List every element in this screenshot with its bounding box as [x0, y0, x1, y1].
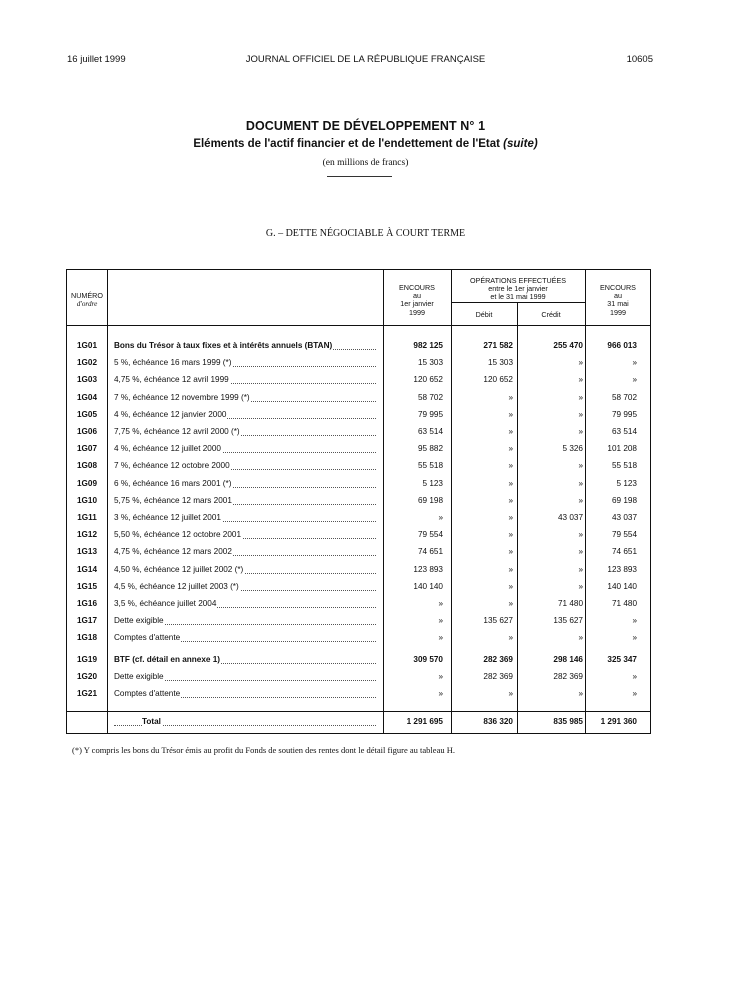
row-code: 1G18: [76, 633, 98, 643]
row-encours-end: »: [632, 633, 637, 643]
row-encours-start: 63 514: [417, 427, 443, 436]
row-debit: 135 627: [483, 616, 513, 626]
row-label: [114, 562, 376, 578]
row-label: [114, 441, 376, 457]
row-label-text: 3 %, échéance 12 juillet 2001: [114, 513, 221, 522]
row-label: [114, 686, 376, 702]
row-encours-end: 74 651: [611, 547, 637, 557]
row-label-text: 4 %, échéance 12 juillet 2000: [114, 444, 221, 454]
row-label: [114, 596, 376, 612]
row-debit: »: [508, 633, 513, 643]
row-code: 1G13: [76, 547, 98, 557]
row-code: 1G20: [76, 671, 98, 681]
table-row: [67, 510, 650, 526]
row-credit: 255 470: [553, 341, 583, 350]
row-code: 1G19: [76, 654, 98, 664]
row-label: [114, 424, 376, 440]
row-label: [114, 613, 376, 629]
total-divider: [67, 711, 650, 712]
row-label-text: 7,75 %, échéance 12 avril 2000 (*): [114, 427, 240, 436]
table-row: [67, 338, 650, 354]
row-label-text: Comptes d'attente: [114, 633, 181, 643]
row-debit: 282 369: [483, 671, 513, 681]
row-label: [114, 579, 376, 595]
table-row: [67, 372, 650, 388]
debt-table: [66, 269, 651, 734]
header-line: au: [614, 291, 622, 301]
row-encours-end: 123 893: [607, 564, 637, 574]
row-label: [114, 355, 376, 371]
row-debit: »: [508, 689, 513, 698]
row-label: [114, 458, 376, 474]
row-label-text: Dette exigible: [114, 671, 164, 681]
row-label-text: Comptes d'attente: [114, 689, 181, 698]
row-label: [114, 510, 376, 526]
row-credit: »: [578, 358, 583, 368]
units-note: (en millions de francs): [322, 158, 409, 168]
row-code: 1G05: [76, 409, 98, 419]
row-encours-end: 140 140: [607, 581, 637, 591]
header-line: entre le 1er janvier: [488, 284, 548, 294]
row-debit: 271 582: [483, 341, 513, 350]
row-credit: 43 037: [557, 513, 583, 522]
table-row: [67, 613, 650, 629]
table-row: [67, 424, 650, 440]
row-encours-end: »: [632, 671, 637, 681]
total-debit: 836 320: [483, 717, 513, 726]
row-label: [114, 390, 376, 406]
row-label-text: 5,50 %, échéance 12 octobre 2001: [114, 530, 242, 540]
row-code: 1G15: [76, 581, 98, 591]
table-row: [67, 562, 650, 578]
row-debit: »: [508, 444, 513, 454]
row-label: [114, 714, 404, 730]
header-encours-start: [383, 284, 451, 317]
row-code: 1G04: [76, 392, 98, 402]
header-line: 1999: [409, 307, 425, 317]
row-debit: »: [508, 530, 513, 540]
total-encours-start: 1 291 695: [406, 717, 443, 726]
row-encours-start: »: [438, 633, 443, 643]
table-row: [67, 544, 650, 560]
row-credit: »: [578, 392, 583, 402]
header-line: 31 mai: [607, 299, 629, 309]
row-label: [114, 652, 376, 668]
row-label: [114, 338, 376, 354]
row-encours-end: 101 208: [607, 444, 637, 454]
row-credit: »: [578, 427, 583, 436]
row-label: [114, 544, 376, 560]
row-debit: »: [508, 599, 513, 608]
page-number: 10605: [626, 54, 653, 65]
row-debit: 282 369: [483, 654, 513, 664]
operations-divider: [451, 302, 585, 303]
page-date: 16 juillet 1999: [67, 54, 126, 65]
table-row: [67, 630, 650, 646]
row-credit: 5 326: [562, 444, 583, 454]
row-debit: »: [508, 478, 513, 488]
row-credit: »: [578, 530, 583, 540]
row-credit: »: [578, 633, 583, 643]
row-label-text: 4,50 %, échéance 12 juillet 2002 (*): [114, 564, 244, 574]
table-row: [67, 596, 650, 612]
row-encours-end: 79 995: [611, 409, 637, 419]
header-credit: Crédit: [541, 310, 561, 319]
row-label-text: 3,5 %, échéance juillet 2004: [114, 599, 217, 608]
row-label-text: 5 %, échéance 16 mars 1999 (*): [114, 358, 232, 368]
total-label: Total: [142, 717, 161, 726]
row-code: 1G03: [76, 375, 98, 385]
row-encours-start: »: [438, 599, 443, 608]
row-encours-end: 71 480: [611, 599, 637, 608]
row-encours-end: »: [632, 358, 637, 368]
header-debit: Débit: [475, 310, 493, 319]
row-encours-end: 79 554: [611, 530, 637, 540]
row-credit: »: [578, 581, 583, 591]
row-debit: 120 652: [483, 375, 513, 385]
row-encours-start: 123 893: [413, 564, 443, 574]
row-label-text: 4,5 %, échéance 12 juillet 2003 (*): [114, 581, 239, 591]
header-line: OPÉRATIONS EFFECTUÉES: [469, 276, 567, 285]
row-label-text: 5,75 %, échéance 12 mars 2001: [114, 495, 232, 505]
journal-name: JOURNAL OFFICIEL DE LA RÉPUBLIQUE FRANÇAISE: [245, 54, 486, 65]
table-row: [67, 669, 650, 685]
row-encours-start: 982 125: [413, 341, 443, 350]
row-code: 1G06: [76, 427, 98, 436]
row-debit: »: [508, 547, 513, 557]
table-row: [67, 355, 650, 371]
row-encours-start: 58 702: [417, 392, 443, 402]
row-encours-end: 63 514: [611, 427, 637, 436]
row-credit: »: [578, 478, 583, 488]
header-operations: [451, 277, 585, 302]
table-row: [67, 686, 650, 702]
row-encours-start: »: [438, 671, 443, 681]
row-debit: »: [508, 392, 513, 402]
row-label-text: 4,75 %, échéance 12 mars 2002: [114, 547, 232, 557]
row-encours-end: 325 347: [607, 654, 637, 664]
row-debit: »: [508, 461, 513, 471]
row-credit: »: [578, 689, 583, 698]
row-label: [114, 493, 376, 509]
row-credit: 282 369: [553, 671, 583, 681]
header-encours-end: [585, 284, 651, 317]
row-code: 1G11: [77, 513, 97, 522]
row-encours-end: 55 518: [611, 461, 637, 471]
row-encours-start: 95 882: [417, 444, 443, 454]
row-encours-start: »: [438, 689, 443, 698]
row-debit: »: [508, 581, 513, 591]
row-label-text: 4,75 %, échéance 12 avril 1999: [114, 375, 229, 385]
table-row: [67, 390, 650, 406]
row-label: [114, 630, 376, 646]
row-encours-start: »: [438, 616, 443, 626]
header-divider: [67, 325, 650, 326]
header-line: 1999: [610, 307, 626, 317]
row-debit: 15 303: [487, 358, 513, 368]
row-credit: 135 627: [553, 616, 583, 626]
row-encours-end: 5 123: [616, 478, 637, 488]
table-row: [67, 493, 650, 509]
row-label-text: 6 %, échéance 16 mars 2001 (*): [114, 478, 232, 488]
row-encours-end: 43 037: [611, 513, 637, 522]
row-code: 1G02: [76, 358, 98, 368]
total-encours-end: 1 291 360: [600, 717, 637, 726]
row-encours-start: 55 518: [417, 461, 443, 471]
row-code: 1G01: [76, 341, 98, 350]
table-row: [67, 458, 650, 474]
header-numero: [67, 292, 107, 308]
row-debit: »: [508, 427, 513, 436]
row-credit: 71 480: [557, 599, 583, 608]
document-title: DOCUMENT DE DÉVELOPPEMENT N° 1: [245, 119, 486, 133]
row-encours-start: 69 198: [417, 495, 443, 505]
subtitle-text: Eléments de l'actif financier et de l'endettement de l'Etat: [193, 138, 500, 150]
header-ordre-label: d'ordre: [76, 300, 98, 309]
row-debit: »: [508, 409, 513, 419]
row-code: 1G09: [76, 478, 98, 488]
row-code: 1G17: [76, 616, 98, 626]
row-code: 1G10: [76, 495, 98, 505]
table-row: [67, 579, 650, 595]
row-label-text: Bons du Trésor à taux fixes et à intérêts annuels (BTAN): [114, 341, 333, 350]
title-divider: [327, 176, 392, 177]
total-credit: 835 985: [553, 717, 583, 726]
row-encours-start: 5 123: [422, 478, 443, 488]
header-line: ENCOURS: [600, 283, 636, 292]
header-line: ENCOURS: [399, 283, 435, 292]
table-row: [67, 407, 650, 423]
row-code: 1G12: [76, 530, 98, 540]
row-code: 1G14: [76, 564, 98, 574]
row-label-text: 7 %, échéance 12 novembre 1999 (*): [114, 392, 250, 402]
table-row: [67, 441, 650, 457]
header-line: au: [413, 291, 421, 301]
subtitle-suffix: (suite): [503, 138, 538, 150]
row-label: [114, 527, 376, 543]
row-code: 1G07: [76, 444, 98, 454]
row-encours-start: 140 140: [413, 581, 443, 591]
total-row: [67, 714, 650, 730]
row-encours-start: 74 651: [417, 547, 443, 557]
row-label: [114, 407, 376, 423]
row-encours-end: 966 013: [607, 341, 637, 350]
row-encours-start: 309 570: [413, 654, 443, 664]
row-credit: »: [578, 495, 583, 505]
row-encours-start: 15 303: [417, 358, 443, 368]
header-line: et le 31 mai 1999: [490, 292, 546, 302]
row-label-text: 4 %, échéance 12 janvier 2000: [114, 409, 227, 419]
row-debit: »: [508, 495, 513, 505]
row-encours-end: »: [632, 689, 637, 698]
row-credit: »: [578, 375, 583, 385]
row-encours-end: »: [632, 616, 637, 626]
row-label: [114, 669, 376, 685]
row-credit: »: [578, 564, 583, 574]
row-credit: 298 146: [553, 654, 583, 664]
row-encours-start: 79 554: [417, 530, 443, 540]
table-row: [67, 527, 650, 543]
row-label-text: Dette exigible: [114, 616, 164, 626]
row-code: 1G21: [76, 689, 98, 698]
row-debit: »: [508, 513, 513, 522]
row-code: 1G16: [76, 599, 98, 608]
row-label-text: BTF (cf. détail en annexe 1): [114, 654, 221, 664]
row-label-text: 7 %, échéance 12 octobre 2000: [114, 461, 230, 471]
row-credit: »: [578, 461, 583, 471]
row-encours-end: 58 702: [611, 392, 637, 402]
row-credit: »: [578, 547, 583, 557]
header-numero-label: NUMÉRO: [71, 291, 103, 300]
row-encours-start: 120 652: [413, 375, 443, 385]
section-title: G. – DETTE NÉGOCIABLE À COURT TERME: [265, 228, 466, 239]
header-line: 1er janvier: [400, 299, 434, 309]
table-row: [67, 476, 650, 492]
row-label: [114, 372, 376, 388]
row-encours-end: »: [632, 375, 637, 385]
row-credit: »: [578, 409, 583, 419]
row-debit: »: [508, 564, 513, 574]
row-encours-end: 69 198: [611, 495, 637, 505]
row-code: 1G08: [76, 461, 98, 471]
footnote: (*) Y compris les bons du Trésor émis au profit du Fonds de soutien des rentes dont le détail figure au tableau H.: [72, 745, 455, 755]
row-encours-start: »: [438, 513, 443, 522]
table-row: [67, 652, 650, 668]
document-subtitle: [0, 138, 731, 150]
row-label: [114, 476, 376, 492]
row-encours-start: 79 995: [417, 409, 443, 419]
